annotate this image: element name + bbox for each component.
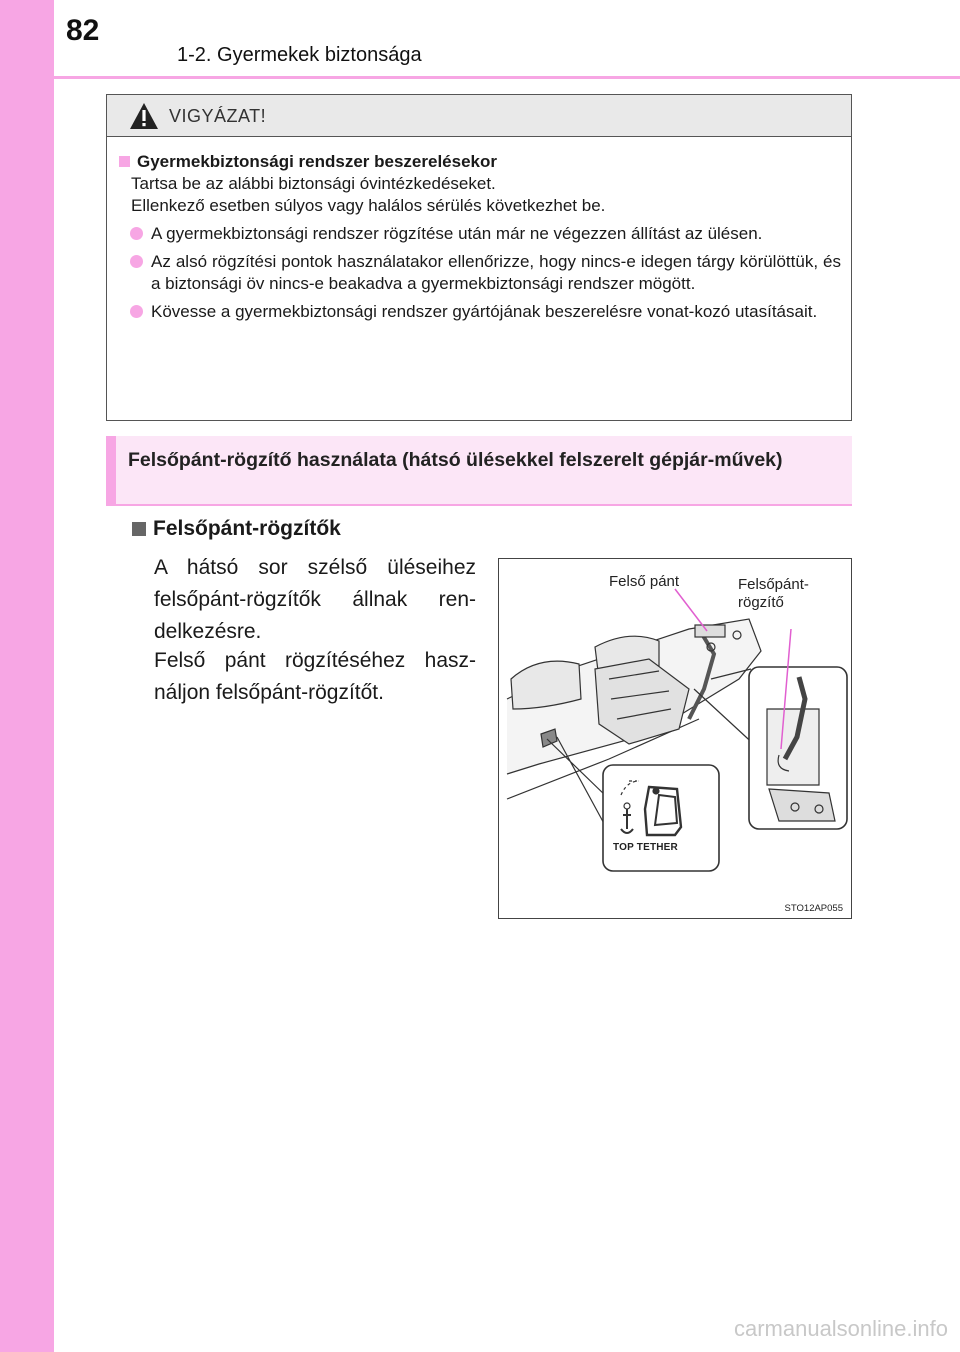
topic-heading-bar [106,436,852,506]
warning-heading: Gyermekbiztonsági rendszer beszerelésekor [119,151,841,173]
body-paragraph: Felső pánt rögzítéséhez hasz-náljon felsőpánt-rögzítőt. [154,649,476,704]
top-tether-legend: TOP TETHER [613,842,678,853]
figure-code: STO12AP055 [784,903,843,914]
warning-list-item: A gyermekbiztonsági rendszer rögzítése után már ne végezzen állítást az ülésen. [119,223,841,245]
round-bullet-icon [130,227,143,240]
tether-anchor-illustration [498,558,852,919]
warning-line: Tartsa be az alábbi biztonsági óvintézkedéseket. [131,174,496,193]
topic-title: Felsőpánt-rögzítő használata (hátsó ülésekkel felszerelt gépjár-művek) [128,449,783,471]
warning-list-item: Kövesse a gyermekbiztonsági rendszer gyártójának beszerelésre vonat-kozó utasításait. [119,301,841,323]
watermark: carmanualsonline.info [733,1316,948,1341]
warning-box [106,94,852,421]
page-number: 82 [66,14,100,47]
round-bullet-icon [130,255,143,268]
side-color-strip [0,0,54,1352]
warning-line: Ellenkező esetben súlyos vagy halálos sérülés következhet be. [131,196,606,215]
warning-header [107,95,851,137]
warning-triangle-icon [129,102,159,130]
square-bullet-icon [132,522,146,536]
illustration-drawing [499,559,852,919]
body-paragraph: A hátsó sor szélső üléseihez felsőpánt-rögzítők állnak ren-delkezésre. [154,556,476,643]
round-bullet-icon [130,305,143,318]
section-title: 1-2. Gyermekek biztonsága [177,44,422,66]
warning-title: VIGYÁZAT! [169,106,267,126]
warning-body [107,137,851,323]
subsection-heading: Felsőpánt-rögzítők [132,517,341,541]
warning-list-item: Az alsó rögzítési pontok használatakor ellenőrizze, hogy nincs-e idegen tárgy körülöttük, és a biztonsági öv nincs-e beakadva a gyermekbiztonsági rendszer mögött. [119,251,841,295]
square-bullet-icon [119,156,130,167]
header-rule [54,76,960,79]
label-top-strap: Felső pánt [609,573,680,590]
label-tether-anchor: Felsőpánt-rögzítő [738,576,809,611]
